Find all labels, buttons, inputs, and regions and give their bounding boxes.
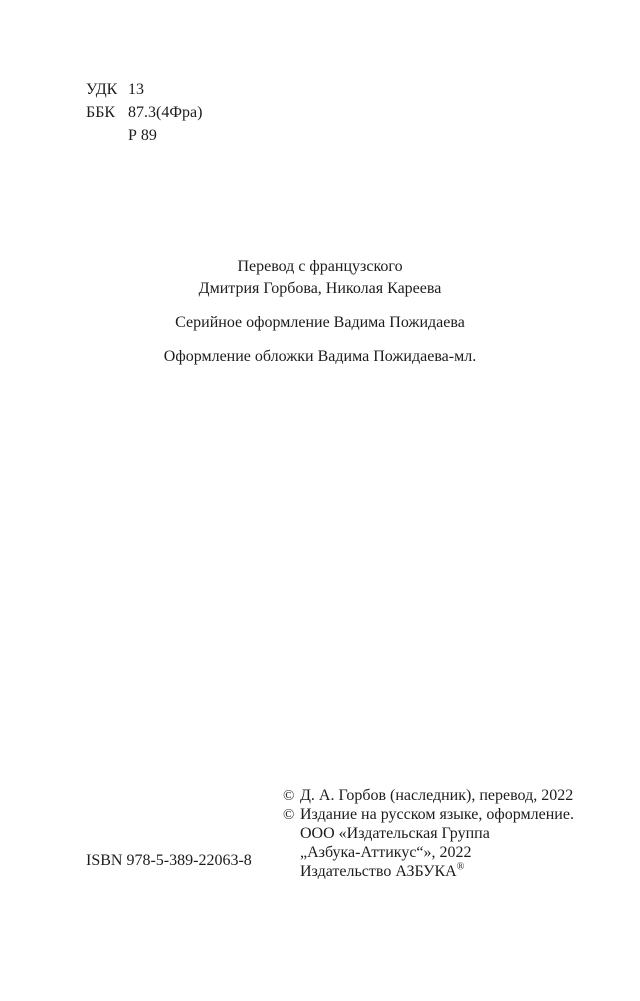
copyright-row-5 [283, 862, 574, 881]
copyright-edition: Издание на русском языке, оформление. [300, 806, 574, 823]
publisher-group-name-line: „Азбука-Аттикус“», 2022 [300, 844, 472, 861]
translation-line-2: Дмитрия Горбова, Николая Кареева [198, 280, 442, 297]
copyright-row-3 [283, 824, 574, 843]
isbn-number: ISBN 978-5-389-22063-8 [86, 852, 252, 869]
translation-credit [0, 257, 640, 301]
cover-design-line: Оформление обложки Вадима Пожидаева-мл. [163, 348, 477, 365]
copyright-icon: © [283, 807, 295, 823]
copyright-row-4 [283, 843, 574, 862]
bbk-label: ББК [86, 104, 116, 121]
series-design-line: Серийное оформление Вадима Пожидаева [175, 314, 465, 331]
cover-design-credit [0, 347, 640, 369]
copyright-notice [283, 786, 574, 881]
translation-line-1: Перевод с французского [237, 258, 403, 275]
udk-label: УДК [86, 81, 118, 98]
publisher-imprint-line [300, 862, 464, 882]
copyright-row-1 [283, 786, 574, 805]
series-design-credit [0, 313, 640, 335]
udk-row [86, 80, 202, 103]
copyright-row-2 [283, 805, 574, 824]
publisher-imprint: Издательство АЗБУКА [300, 863, 457, 880]
library-classification [86, 80, 202, 149]
publisher-group-line: ООО «Издательская Группа [300, 825, 490, 842]
copyright-translation: Д. А. Горбов (наследник), перевод, 2022 [300, 787, 574, 804]
author-mark: Р 89 [128, 127, 157, 144]
author-mark-row [86, 126, 202, 149]
bbk-row [86, 103, 202, 126]
udk-value: 13 [128, 81, 144, 98]
registered-mark-icon: ® [456, 861, 465, 873]
bbk-value: 87.3(4Фра) [128, 104, 203, 121]
copyright-icon: © [283, 788, 295, 804]
